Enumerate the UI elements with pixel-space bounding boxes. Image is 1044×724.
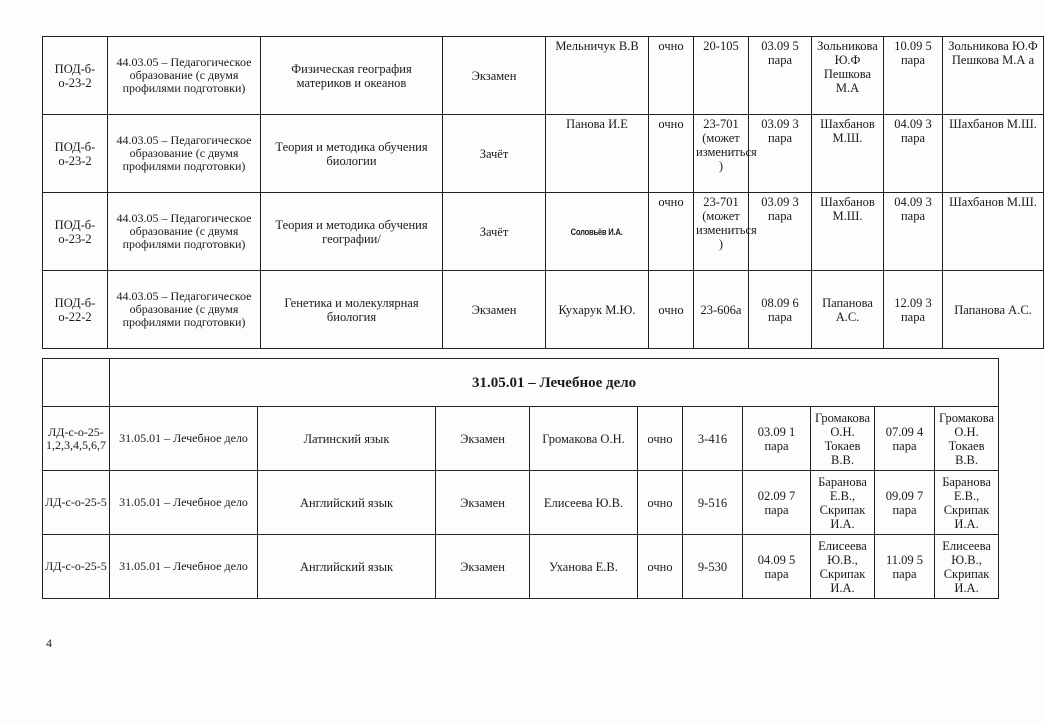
room-cell: 23-701 (может измениться ) xyxy=(694,193,749,271)
teacher-cell: Елисеева Ю.В. xyxy=(530,471,638,535)
program-cell: 31.05.01 – Лечебное дело xyxy=(110,535,258,599)
group-cell: ЛД-с-о-25-1,2,3,4,5,6,7 xyxy=(43,407,110,471)
second-date-cell: 07.09 4 пара xyxy=(875,407,935,471)
study-form-cell: очно xyxy=(649,271,694,349)
teacher-cell: Мельничук В.В xyxy=(546,37,649,115)
study-form-cell: очно xyxy=(638,471,683,535)
second-commission-cell: Громакова О.Н. Токаев В.В. xyxy=(935,407,999,471)
program-cell: 44.03.05 – Педагогическое образование (с двумя профилями подготовки) xyxy=(108,193,261,271)
subject-cell: Латинский язык xyxy=(258,407,436,471)
assessment-type-cell: Экзамен xyxy=(443,271,546,349)
second-commission-cell: Шахбанов М.Ш. xyxy=(943,115,1044,193)
subject-cell: Теория и методика обучения биологии xyxy=(261,115,443,193)
room-cell: 9-530 xyxy=(683,535,743,599)
teacher-cell: Громакова О.Н. xyxy=(530,407,638,471)
table-row xyxy=(43,193,1044,271)
group-cell: ПОД-б-о-23-2 xyxy=(43,115,108,193)
first-commission-cell: Папанова А.С. xyxy=(812,271,884,349)
subject-cell: Английский язык xyxy=(258,535,436,599)
schedule-table-pedagogy xyxy=(42,36,1044,349)
program-cell: 44.03.05 – Педагогическое образование (с двумя профилями подготовки) xyxy=(108,37,261,115)
subject-cell: Генетика и молекулярная биология xyxy=(261,271,443,349)
group-cell: ПОД-б-о-22-2 xyxy=(43,271,108,349)
first-date-cell: 03.09 3 пара xyxy=(749,115,812,193)
study-form-cell: очно xyxy=(649,193,694,271)
subject-cell: Английский язык xyxy=(258,471,436,535)
second-date-cell: 09.09 7 пара xyxy=(875,471,935,535)
study-form-cell: очно xyxy=(649,37,694,115)
schedule-table-medicine xyxy=(42,358,999,599)
second-date-cell: 04.09 3 пара xyxy=(884,115,943,193)
second-date-cell: 04.09 3 пара xyxy=(884,193,943,271)
first-commission-cell: Шахбанов М.Ш. xyxy=(812,115,884,193)
first-date-cell: 02.09 7 пара xyxy=(743,471,811,535)
assessment-type-cell: Зачёт xyxy=(443,115,546,193)
teacher-stamp: Соловьёв И.А. xyxy=(571,227,623,237)
study-form-cell: очно xyxy=(638,535,683,599)
teacher-cell: Кухарук М.Ю. xyxy=(546,271,649,349)
study-form-cell: очно xyxy=(638,407,683,471)
second-commission-cell: Баранова Е.В., Скрипак И.А. xyxy=(935,471,999,535)
room-cell: 3-416 xyxy=(683,407,743,471)
assessment-type-cell: Зачёт xyxy=(443,193,546,271)
study-form-cell: очно xyxy=(649,115,694,193)
subject-cell: Физическая география материков и океанов xyxy=(261,37,443,115)
room-cell: 20-105 xyxy=(694,37,749,115)
first-date-cell: 03.09 1 пара xyxy=(743,407,811,471)
second-commission-cell: Елисеева Ю.В., Скрипак И.А. xyxy=(935,535,999,599)
room-cell: 23-701 (может измениться ) xyxy=(694,115,749,193)
group-cell: ПОД-б-о-23-2 xyxy=(43,37,108,115)
table-row xyxy=(43,535,999,599)
section-spacer-cell xyxy=(43,359,110,407)
page-number: 4 xyxy=(46,636,52,650)
teacher-cell: Уханова Е.В. xyxy=(530,535,638,599)
first-commission-cell: Зольникова Ю.Ф Пешкова М.А xyxy=(812,37,884,115)
room-cell: 23-606а xyxy=(694,271,749,349)
second-commission-cell: Шахбанов М.Ш. xyxy=(943,193,1044,271)
program-cell: 31.05.01 – Лечебное дело xyxy=(110,471,258,535)
second-commission-cell: Папанова А.С. xyxy=(943,271,1044,349)
first-commission-cell: Елисеева Ю.В., Скрипак И.А. xyxy=(811,535,875,599)
first-date-cell: 03.09 3 пара xyxy=(749,193,812,271)
first-date-cell: 08.09 6 пара xyxy=(749,271,812,349)
section-header-row xyxy=(43,359,999,407)
first-commission-cell: Шахбанов М.Ш. xyxy=(812,193,884,271)
assessment-type-cell: Экзамен xyxy=(436,471,530,535)
group-cell: ЛД-с-о-25-5 xyxy=(43,471,110,535)
program-cell: 44.03.05 – Педагогическое образование (с двумя профилями подготовки) xyxy=(108,271,261,349)
second-date-cell: 12.09 3 пара xyxy=(884,271,943,349)
table-row xyxy=(43,37,1044,115)
table-row xyxy=(43,115,1044,193)
first-date-cell: 04.09 5 пара xyxy=(743,535,811,599)
program-cell: 44.03.05 – Педагогическое образование (с двумя профилями подготовки) xyxy=(108,115,261,193)
table-row xyxy=(43,271,1044,349)
assessment-type-cell: Экзамен xyxy=(436,407,530,471)
table-row xyxy=(43,471,999,535)
assessment-type-cell: Экзамен xyxy=(443,37,546,115)
first-commission-cell: Баранова Е.В., Скрипак И.А. xyxy=(811,471,875,535)
second-commission-cell: Зольникова Ю.Ф Пешкова М.А а xyxy=(943,37,1044,115)
room-cell: 9-516 xyxy=(683,471,743,535)
table-row xyxy=(43,407,999,471)
second-date-cell: 11.09 5 пара xyxy=(875,535,935,599)
teacher-cell xyxy=(546,193,649,271)
teacher-cell: Панова И.Е xyxy=(546,115,649,193)
group-cell: ЛД-с-о-25-5 xyxy=(43,535,110,599)
first-commission-cell: Громакова О.Н. Токаев В.В. xyxy=(811,407,875,471)
group-cell: ПОД-б-о-23-2 xyxy=(43,193,108,271)
assessment-type-cell: Экзамен xyxy=(436,535,530,599)
program-cell: 31.05.01 – Лечебное дело xyxy=(110,407,258,471)
section-title: 31.05.01 – Лечебное дело xyxy=(110,359,999,407)
second-date-cell: 10.09 5 пара xyxy=(884,37,943,115)
subject-cell: Теория и методика обучения географии/ xyxy=(261,193,443,271)
first-date-cell: 03.09 5 пара xyxy=(749,37,812,115)
